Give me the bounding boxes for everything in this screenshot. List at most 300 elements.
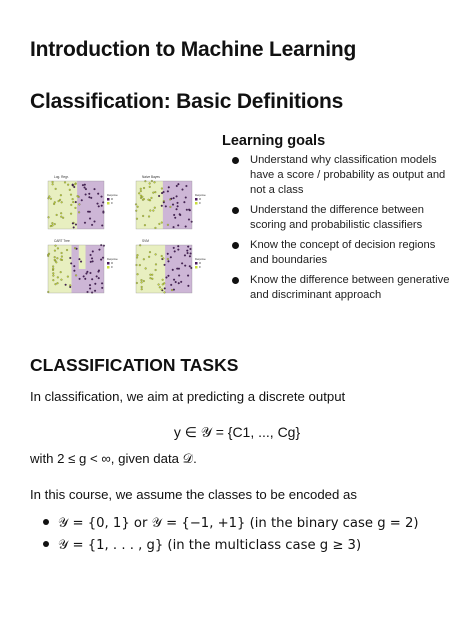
data-point [52, 272, 54, 274]
data-point [61, 279, 63, 281]
data-point [52, 279, 54, 281]
data-point [82, 184, 84, 186]
encoding-text: 𝒴 = {0, 1} or 𝒴 = {−1, +1} (in the binary case g = 2) [58, 516, 419, 531]
data-point [177, 249, 179, 251]
data-point [94, 290, 96, 292]
data-point [151, 274, 153, 276]
data-point [137, 273, 139, 275]
data-point [158, 284, 160, 286]
data-point [171, 289, 173, 291]
data-point [72, 184, 74, 186]
data-point [83, 276, 85, 278]
data-point [149, 251, 151, 253]
data-point [140, 190, 142, 192]
data-point [54, 223, 56, 225]
data-point [87, 211, 89, 213]
data-point [168, 186, 170, 188]
data-point [69, 189, 71, 191]
legend-label: M [111, 263, 113, 266]
data-point [73, 265, 75, 267]
data-point [90, 272, 92, 274]
legend-label: R [111, 267, 113, 270]
data-point [98, 271, 100, 273]
data-point [61, 259, 63, 261]
data-point [75, 201, 77, 203]
data-point [152, 192, 154, 194]
data-point [161, 192, 163, 194]
data-point [178, 282, 180, 284]
data-point [73, 270, 75, 272]
data-point [140, 188, 142, 190]
data-point [159, 286, 161, 288]
learning-goals-heading: Learning goals [222, 133, 326, 149]
data-point [97, 203, 99, 205]
data-point [66, 249, 68, 251]
data-point [177, 245, 179, 247]
data-point [55, 261, 57, 263]
data-point [162, 283, 164, 285]
learning-goals-list [224, 153, 456, 308]
data-point [85, 188, 87, 190]
data-point [94, 221, 96, 223]
data-point [151, 197, 153, 199]
encoding-text: 𝒴 = {1, . . . , g} (in the multiclass case g ≥ 3) [58, 538, 362, 553]
data-point [89, 288, 91, 290]
data-point [99, 249, 101, 251]
bullet-icon [232, 242, 239, 249]
encoding-item [40, 512, 419, 534]
legend-swatch [195, 198, 198, 201]
data-point [51, 222, 53, 224]
data-point [91, 292, 93, 294]
data-point [102, 201, 104, 203]
data-point [50, 225, 52, 227]
data-point [69, 286, 71, 288]
data-point [189, 255, 191, 257]
data-point [187, 246, 189, 248]
data-point [67, 184, 69, 186]
legend-swatch [195, 202, 198, 205]
legend-title: Response [195, 194, 206, 197]
data-point [84, 278, 86, 280]
data-point [84, 222, 86, 224]
panel-title: Log. Regr. [54, 175, 69, 179]
data-point [135, 210, 137, 212]
data-point [148, 216, 150, 218]
data-point [144, 224, 146, 226]
course-title: Introduction to Machine Learning [30, 38, 357, 61]
data-point [54, 256, 56, 258]
data-point [97, 193, 99, 195]
data-point [70, 204, 72, 206]
panel-title: CART Tree [54, 239, 70, 243]
data-point [137, 254, 139, 256]
data-point [149, 183, 151, 185]
data-point [136, 282, 138, 284]
data-point [61, 252, 63, 254]
data-point [56, 214, 58, 216]
data-point [143, 280, 145, 282]
learning-goal-text: Understand why classification models have a score / probability as output and not a class [250, 154, 446, 196]
section-heading: CLASSIFICATION TASKS [30, 355, 239, 375]
data-point [170, 256, 172, 258]
data-point [52, 225, 54, 227]
data-point [150, 277, 152, 279]
data-point [62, 217, 64, 219]
data-point [165, 205, 167, 207]
data-point [70, 194, 72, 196]
data-point [141, 281, 143, 283]
bullet-icon [43, 541, 49, 547]
data-point [75, 274, 77, 276]
data-point [169, 206, 171, 208]
data-point [190, 253, 192, 255]
data-point [94, 283, 96, 285]
data-point [136, 218, 138, 220]
data-point [52, 275, 54, 277]
data-point [58, 200, 60, 202]
data-point [164, 264, 166, 266]
data-point [102, 257, 104, 259]
data-point [162, 258, 164, 260]
data-point [141, 196, 143, 198]
learning-goal-text: Know the difference between generative and discriminant approach [250, 274, 450, 301]
data-point [52, 268, 54, 270]
data-point [48, 216, 50, 218]
data-point [75, 207, 77, 209]
data-point [170, 284, 172, 286]
data-point [174, 251, 176, 253]
data-point [50, 198, 52, 200]
panel-title: SVM [142, 239, 149, 243]
learning-goal-text: Understand the difference between scoring and probabilistic classifiers [250, 204, 424, 231]
data-point [185, 226, 187, 228]
data-point [174, 217, 176, 219]
data-point [173, 226, 175, 228]
data-point [91, 257, 93, 259]
data-point [79, 278, 81, 280]
data-point [74, 247, 76, 249]
data-point [139, 264, 141, 266]
data-point [155, 269, 157, 271]
data-point [75, 224, 77, 226]
legend-title: Response [195, 258, 206, 261]
legend-label: R [111, 203, 113, 206]
data-point [143, 258, 145, 260]
lecture-title: Classification: Basic Definitions [30, 90, 344, 113]
data-point [155, 263, 157, 265]
data-point [61, 256, 63, 258]
bullet-icon [232, 277, 239, 284]
data-point [143, 198, 145, 200]
data-point [74, 183, 76, 185]
data-point [138, 192, 140, 194]
data-point [182, 189, 184, 191]
data-point [148, 256, 150, 258]
legend-swatch [107, 198, 110, 201]
data-point [70, 263, 72, 265]
data-point [173, 289, 175, 291]
data-point [177, 202, 179, 204]
data-point [173, 214, 175, 216]
classifier-comparison-figure [36, 172, 214, 300]
bullet-icon [232, 157, 239, 164]
data-point [52, 266, 54, 268]
bullet-icon [43, 519, 49, 525]
data-point [187, 252, 189, 254]
data-point [155, 254, 157, 256]
learning-goal-text: Know the concept of decision regions and boundaries [250, 239, 436, 266]
data-point [92, 260, 94, 262]
data-point [177, 224, 179, 226]
data-point [91, 224, 93, 226]
data-point [149, 210, 151, 212]
data-point [187, 275, 189, 277]
data-point [186, 185, 188, 187]
legend-swatch [107, 202, 110, 205]
data-point [184, 255, 186, 257]
data-point [155, 227, 157, 229]
data-point [59, 199, 61, 201]
data-point [60, 271, 62, 273]
data-point [47, 197, 49, 199]
data-point [164, 288, 166, 290]
data-point [154, 207, 156, 209]
data-point [141, 279, 143, 281]
legend-label: R [199, 203, 201, 206]
data-point [101, 196, 103, 198]
data-point [77, 195, 79, 197]
data-point [149, 186, 151, 188]
data-point [161, 222, 163, 224]
data-point [173, 197, 175, 199]
data-point [52, 181, 54, 183]
data-point [151, 278, 153, 280]
data-point [141, 288, 143, 290]
data-point [87, 291, 89, 293]
data-point [54, 250, 56, 252]
encoding-intro-text: In this course, we assume the classes to be encoded as [30, 487, 357, 502]
data-point [149, 274, 151, 276]
region-b [48, 181, 77, 229]
data-point [191, 221, 193, 223]
data-point [188, 219, 190, 221]
legend-title: Response [107, 194, 118, 197]
data-point [173, 247, 175, 249]
data-point [154, 191, 156, 193]
data-point [98, 277, 100, 279]
data-point [94, 188, 96, 190]
data-point [167, 258, 169, 260]
data-point [181, 262, 183, 264]
panel-title: Naive Bayes [142, 175, 160, 179]
data-point [101, 225, 103, 227]
legend-label: M [111, 199, 113, 202]
data-point [88, 196, 90, 198]
data-point [158, 223, 160, 225]
data-point [152, 210, 154, 212]
data-point [189, 265, 191, 267]
data-point [137, 206, 139, 208]
data-point [186, 209, 188, 211]
data-point [168, 260, 170, 262]
encoding-item [40, 534, 419, 556]
data-point [148, 199, 150, 201]
data-point [56, 257, 58, 259]
data-point [65, 284, 67, 286]
region-b [79, 245, 86, 269]
data-point [145, 268, 147, 270]
data-point [89, 284, 91, 286]
legend-swatch [195, 262, 198, 265]
encoding-list [40, 512, 419, 556]
data-point [90, 261, 92, 263]
data-point [176, 195, 178, 197]
data-point [90, 197, 92, 199]
data-point [161, 255, 163, 257]
data-point [89, 218, 91, 220]
data-point [183, 201, 185, 203]
data-point [61, 201, 63, 203]
data-point [166, 277, 168, 279]
data-point [188, 209, 190, 211]
data-point [89, 211, 91, 213]
data-point [167, 190, 169, 192]
learning-goal-item [224, 238, 456, 268]
data-point [154, 181, 156, 183]
data-point [172, 204, 174, 206]
data-point [139, 244, 141, 246]
data-point [70, 213, 72, 215]
data-point [162, 279, 164, 281]
data-point [57, 276, 59, 278]
bullet-icon [232, 207, 239, 214]
learning-goal-item [224, 273, 456, 303]
data-point [101, 282, 103, 284]
data-point [141, 286, 143, 288]
data-point [178, 275, 180, 277]
data-point [55, 283, 57, 285]
data-point [60, 194, 62, 196]
data-point [158, 195, 160, 197]
data-point [72, 198, 74, 200]
data-point [163, 201, 165, 203]
data-point [85, 194, 87, 196]
data-point [78, 211, 80, 213]
intro-text: In classification, we aim at predicting a discrete output [30, 389, 346, 404]
data-point [67, 276, 69, 278]
region-b [48, 245, 72, 293]
legend-swatch [195, 266, 198, 269]
data-point [167, 253, 169, 255]
data-point [79, 258, 81, 260]
data-point [176, 268, 178, 270]
data-point [180, 281, 182, 283]
data-point [88, 193, 90, 195]
data-point [176, 185, 178, 187]
output-space-formula: y ∈ 𝒴 = {C1, ..., Cg} [173, 424, 301, 440]
data-point [96, 276, 98, 278]
data-point [78, 203, 80, 205]
data-point [84, 187, 86, 189]
data-point [185, 197, 187, 199]
data-point [80, 261, 82, 263]
data-point [143, 187, 145, 189]
legend-swatch [107, 266, 110, 269]
data-point [136, 257, 138, 259]
data-point [176, 208, 178, 210]
data-point [48, 196, 50, 198]
legend-label: R [199, 267, 201, 270]
data-point [47, 255, 49, 257]
data-point [167, 224, 169, 226]
data-point [72, 222, 74, 224]
data-point [100, 259, 102, 261]
data-point [175, 281, 177, 283]
data-point [57, 282, 59, 284]
data-point [73, 227, 75, 229]
data-point [101, 287, 103, 289]
given-data-text: with 2 ≤ g < ∞, given data 𝒟. [30, 451, 197, 466]
data-point [91, 278, 93, 280]
data-point [172, 269, 174, 271]
data-point [60, 212, 62, 214]
data-point [173, 279, 175, 281]
legend-swatch [107, 262, 110, 265]
data-point [73, 186, 75, 188]
data-point [161, 205, 163, 207]
data-point [186, 250, 188, 252]
data-point [86, 273, 88, 275]
data-point [72, 201, 74, 203]
data-point [178, 268, 180, 270]
data-point [177, 183, 179, 185]
data-point [84, 184, 86, 186]
data-point [142, 215, 144, 217]
data-point [52, 183, 54, 185]
legend-label: M [199, 263, 201, 266]
data-point [184, 265, 186, 267]
data-point [55, 188, 57, 190]
data-point [92, 251, 94, 253]
data-point [90, 254, 92, 256]
data-point [168, 275, 170, 277]
data-point [98, 205, 100, 207]
data-point [101, 205, 103, 207]
data-point [136, 264, 138, 266]
data-point [54, 259, 56, 261]
data-point [170, 198, 172, 200]
legend-title: Response [107, 258, 118, 261]
data-point [53, 203, 55, 205]
data-point [190, 248, 192, 250]
data-point [47, 291, 49, 293]
data-point [60, 216, 62, 218]
data-point [69, 257, 71, 259]
data-point [87, 271, 89, 273]
data-point [187, 285, 189, 287]
data-point [81, 199, 83, 201]
data-point [64, 182, 66, 184]
data-point [177, 205, 179, 207]
learning-goal-item [224, 153, 456, 198]
data-point [161, 188, 163, 190]
data-point [161, 289, 163, 291]
legend-label: M [199, 199, 201, 202]
data-point [57, 247, 59, 249]
data-point [179, 213, 181, 215]
learning-goal-item [224, 203, 456, 233]
